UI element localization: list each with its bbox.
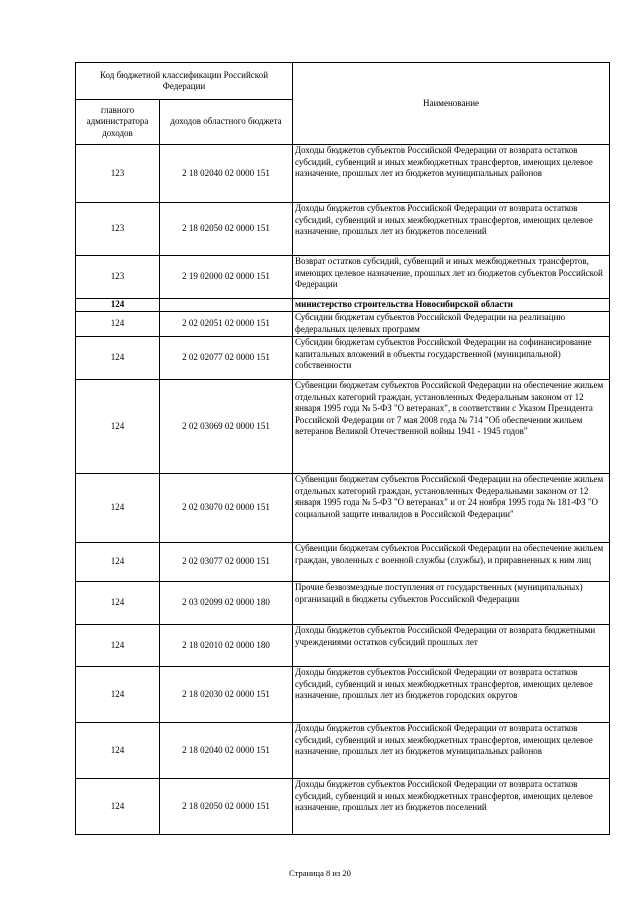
admin-code-cell: 124 [76,543,160,582]
name-cell: Субсидии бюджетам субъектов Российской Федерации на софинансирование капитальных вложений в объекты государственной (муниципальной) собственности [293,337,610,380]
table-row [76,667,610,723]
admin-code-cell: 124 [76,779,160,835]
name-cell: Доходы бюджетов субъектов Российской Федерации от возврата остатков субсидий, субвенций и иных межбюджетных трансфертов, имеющих целевое назначение, прошлых лет из бюджетов поселений [293,203,610,256]
table-row [76,543,610,582]
income-code-cell: 2 02 03070 02 0000 151 [160,474,293,543]
admin-code-cell: 124 [76,299,160,312]
table-row [76,474,610,543]
table-body [76,145,610,835]
admin-code-cell: 124 [76,380,160,474]
table-row [76,337,610,380]
admin-code-cell: 124 [76,582,160,625]
header-classification-code: Код бюджетной классификации Российской Федерации [76,63,293,100]
admin-code-cell: 124 [76,312,160,337]
name-cell: Возврат остатков субсидий, субвенций и иных межбюджетных трансфертов, имеющих целевое назначение, прошлых лет из бюджетов субъектов Российской Федерации [293,256,610,299]
table-row [76,203,610,256]
name-cell: Доходы бюджетов субъектов Российской Федерации от возврата остатков субсидий, субвенций и иных межбюджетных трансфертов, имеющих целевое назначение, прошлых лет из бюджетов поселений [293,779,610,835]
table-row [76,312,610,337]
name-cell: Субвенции бюджетам субъектов Российской Федерации на обеспечение жильем отдельных категорий граждан, установленных Федеральными законом от 12 января 1995 года № 5-ФЗ "О ветеранах" и от 24 ноября 1995 года № 181-ФЗ "О социальной защите инвалидов в Российской Федерации" [293,474,610,543]
admin-code-cell: 124 [76,667,160,723]
admin-code-cell: 124 [76,474,160,543]
income-code-cell: 2 18 02030 02 0000 151 [160,667,293,723]
budget-classification-table [75,62,610,835]
income-code-cell: 2 02 03077 02 0000 151 [160,543,293,582]
table-row [76,582,610,625]
income-code-cell: 2 03 02099 02 0000 180 [160,582,293,625]
name-cell: Доходы бюджетов субъектов Российской Федерации от возврата остатков субсидий, субвенций и иных межбюджетных трансфертов, имеющих целевое назначение, прошлых лет из бюджетов муниципальных районов [293,723,610,779]
name-cell: Прочие безвозмездные поступления от государственных (муниципальных) организаций в бюджеты субъектов Российской Федерации [293,582,610,625]
table-row [76,380,610,474]
table-row-section [76,299,610,312]
admin-code-cell: 124 [76,625,160,667]
name-cell: министерство строительства Новосибирской области [293,299,610,312]
income-code-cell: 2 18 02050 02 0000 151 [160,779,293,835]
name-cell: Субвенции бюджетам субъектов Российской Федерации на обеспечение жильем граждан, уволенных с военной службы (службы), и приравненных к ним лиц [293,543,610,582]
admin-code-cell: 124 [76,723,160,779]
table-row [76,723,610,779]
income-code-cell: 2 18 02040 02 0000 151 [160,723,293,779]
income-code-cell: 2 18 02010 02 0000 180 [160,625,293,667]
name-cell: Доходы бюджетов субъектов Российской Федерации от возврата остатков субсидий, субвенций и иных межбюджетных трансфертов, имеющих целевое назначение, прошлых лет из бюджетов муниципальных районов [293,145,610,203]
header-main-administrator: главного администратора доходов [76,100,160,145]
name-cell: Субвенции бюджетам субъектов Российской Федерации на обеспечение жильем отдельных категорий граждан, установленных Федеральным законом от 12 января 1995 года № 5-ФЗ "О ветеранах", в соответствии с Указом Президента Российской Федерации от 7 мая 2008 года № 714 "Об обеспечении жильем ветеранов Великой Отечественной войны 1941 - 1945 годов" [293,380,610,474]
header-name: Наименование [293,63,610,145]
name-cell: Доходы бюджетов субъектов Российской Федерации от возврата бюджетными учреждениями остатков субсидий прошлых лет [293,625,610,667]
income-code-cell [160,299,293,312]
table-row [76,256,610,299]
income-code-cell: 2 19 02000 02 0000 151 [160,256,293,299]
income-code-cell: 2 02 02051 02 0000 151 [160,312,293,337]
income-code-cell: 2 02 02077 02 0000 151 [160,337,293,380]
table-row [76,145,610,203]
admin-code-cell: 123 [76,256,160,299]
income-code-cell: 2 18 02040 02 0000 151 [160,145,293,203]
admin-code-cell: 123 [76,145,160,203]
header-regional-income: доходов областного бюджета [160,100,293,145]
name-cell: Доходы бюджетов субъектов Российской Федерации от возврата остатков субсидий, субвенций и иных межбюджетных трансфертов, имеющих целевое назначение, прошлых лет из бюджетов городских округов [293,667,610,723]
admin-code-cell: 124 [76,337,160,380]
income-code-cell: 2 02 03069 02 0000 151 [160,380,293,474]
income-code-cell: 2 18 02050 02 0000 151 [160,203,293,256]
table-row [76,779,610,835]
admin-code-cell: 123 [76,203,160,256]
page-number: Страница 8 из 20 [289,868,351,878]
name-cell: Субсидии бюджетам субъектов Российской Федерации на реализацию федеральных целевых программ [293,312,610,337]
table-row [76,625,610,667]
